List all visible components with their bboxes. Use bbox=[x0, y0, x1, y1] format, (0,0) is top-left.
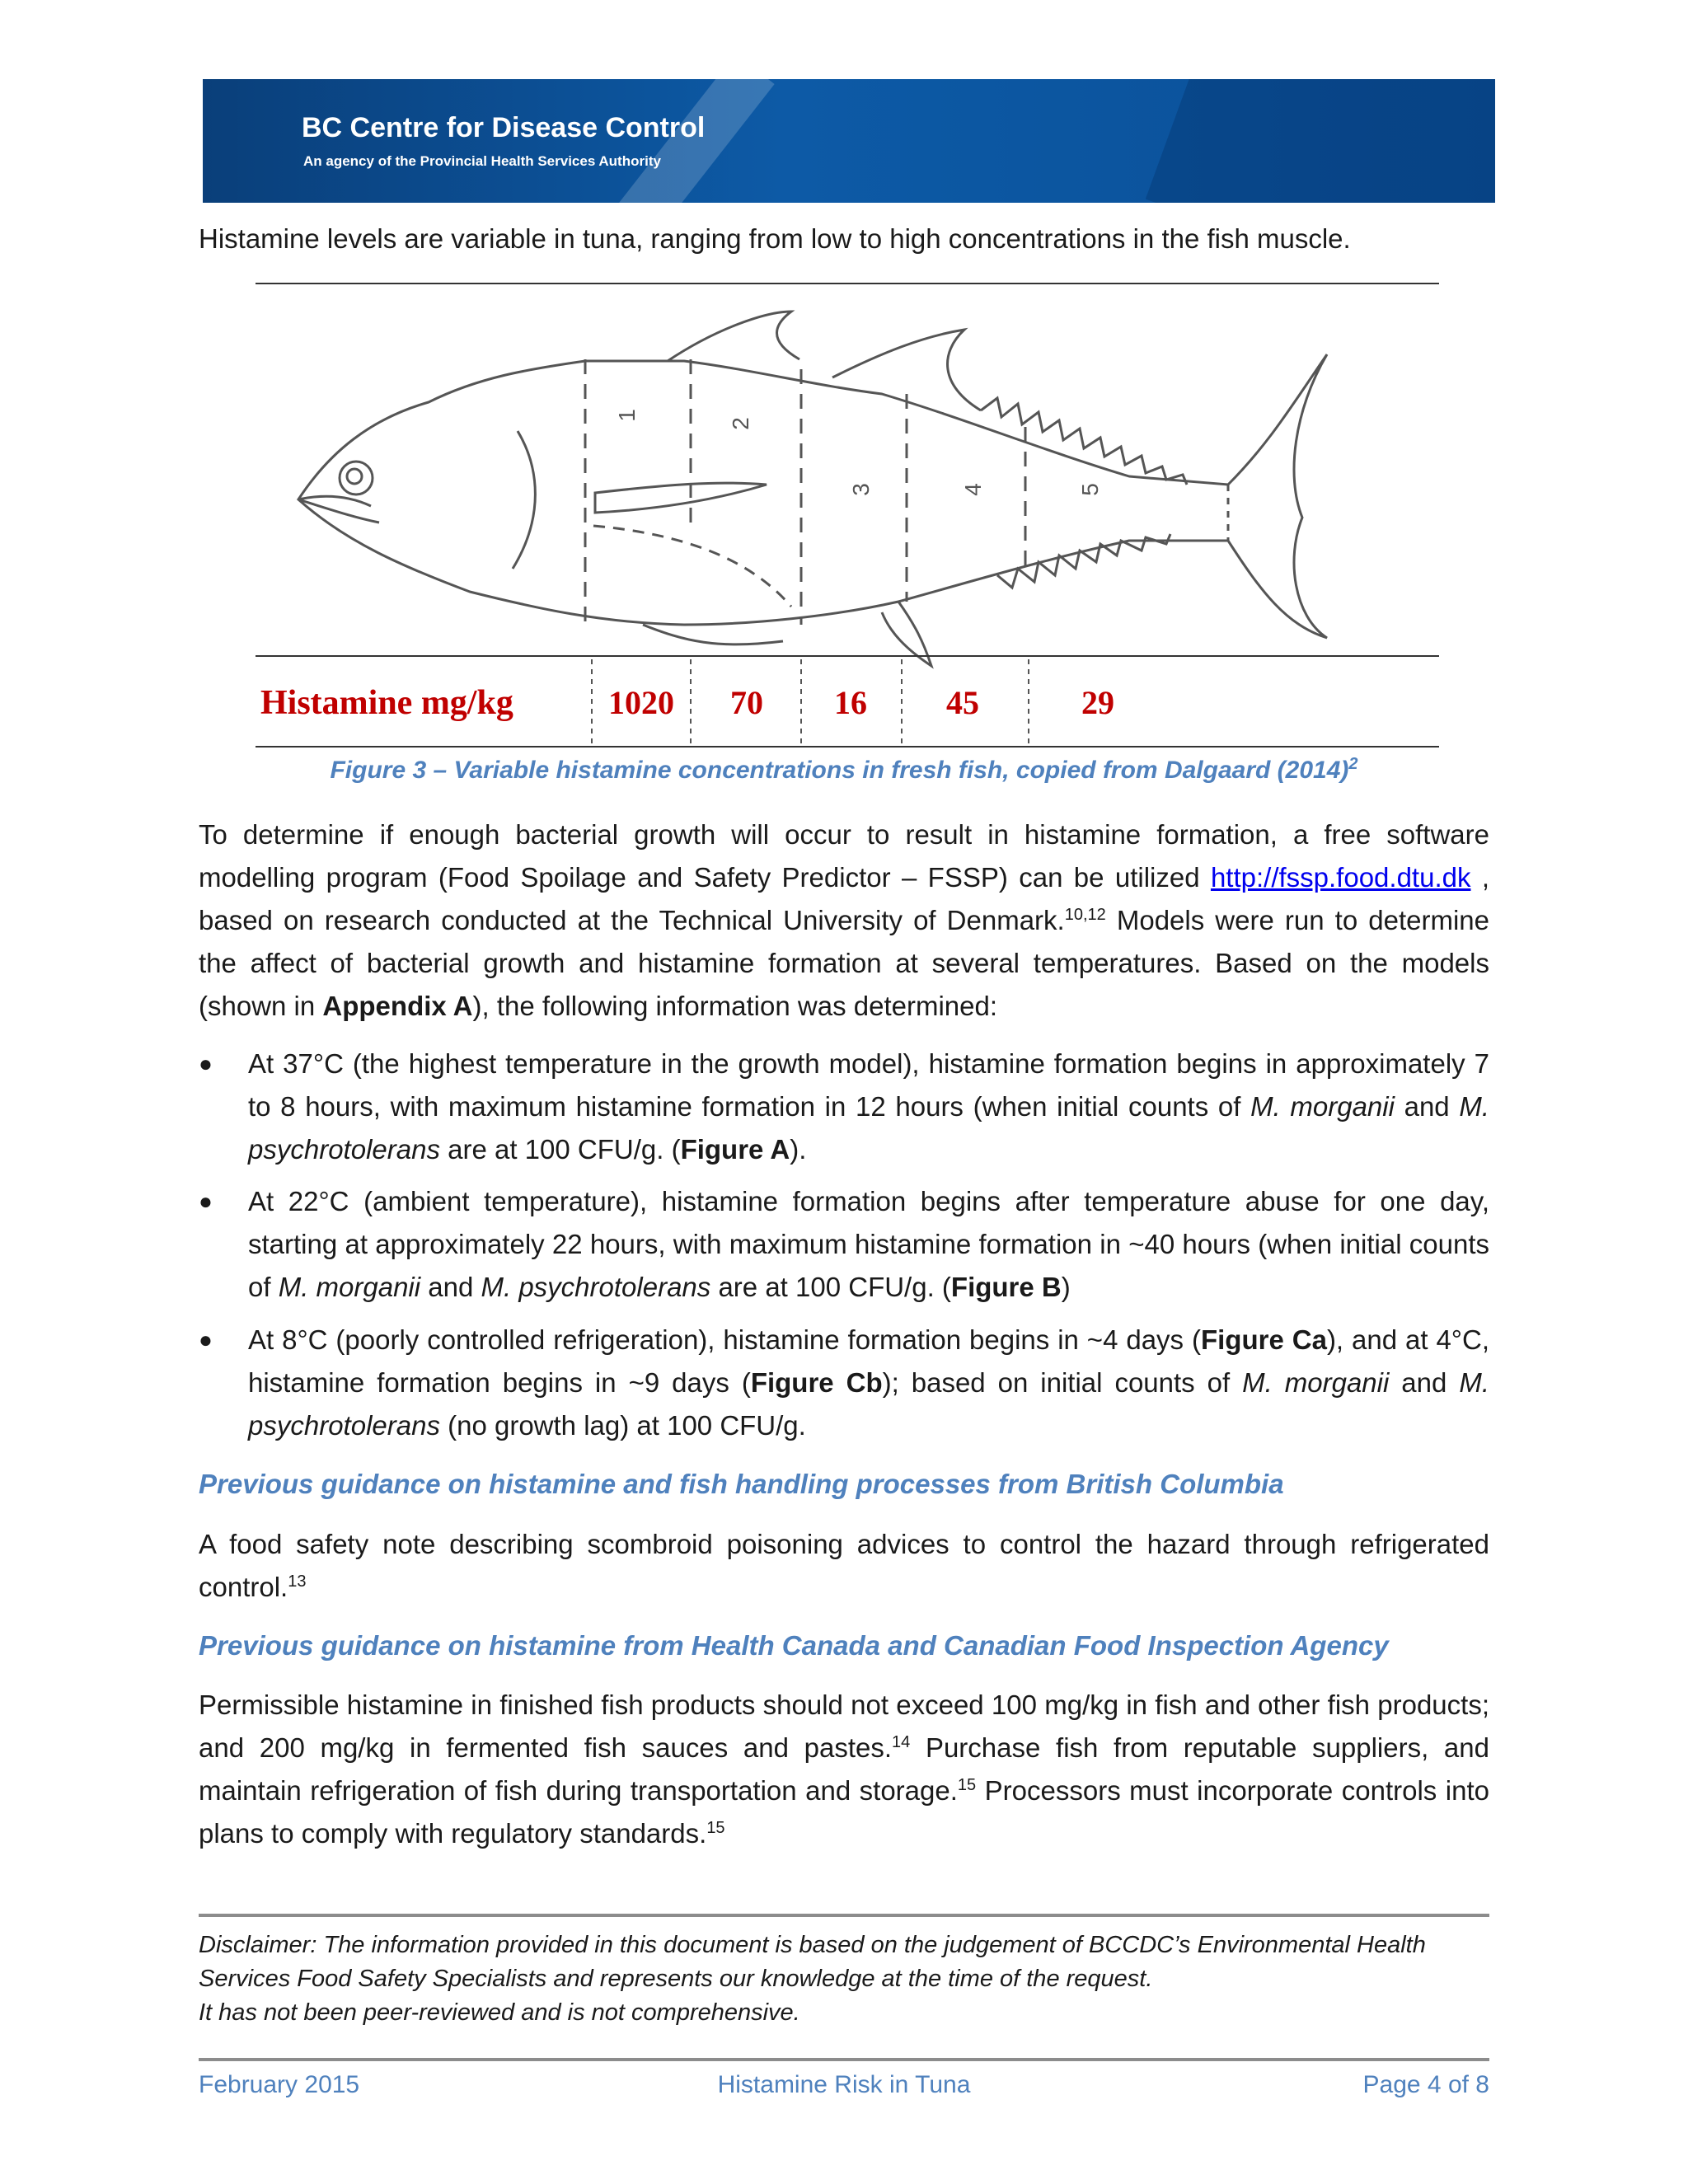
bullet-text bbox=[248, 1043, 1489, 1171]
footer-date: February 2015 bbox=[199, 2071, 360, 2098]
footnote-ref: 15 bbox=[706, 1819, 725, 1837]
bullet-span: M. psychrotolerans bbox=[248, 1367, 1489, 1441]
footnote-ref: 15 bbox=[957, 1776, 977, 1794]
histamine-row-label: Histamine mg/kg bbox=[260, 684, 513, 722]
disclaimer-top-rule bbox=[199, 1914, 1489, 1917]
bullet-dot: ● bbox=[199, 1327, 213, 1352]
histamine-value: 45 bbox=[946, 684, 979, 721]
org-name: BC Centre for Disease Control bbox=[302, 112, 706, 143]
footer-doc-title: Histamine Risk in Tuna bbox=[717, 2071, 971, 2098]
bullet-text bbox=[248, 1180, 1489, 1309]
figure-caption-text: Figure 3 – Variable histamine concentrations in fresh fish, copied from Dalgaard (2014) bbox=[330, 757, 1349, 784]
histamine-value: 16 bbox=[834, 684, 867, 721]
bullet-span: M. morganii bbox=[278, 1272, 421, 1302]
fssp-link[interactable]: http://fssp.food.dtu.dk bbox=[1210, 862, 1471, 893]
bullet-8c bbox=[199, 1319, 1489, 1447]
para-text: Permissible histamine in finished fish products should not exceed 100 mg/kg in fish and other fish products; and 200 mg/kg in fermented fish sauces and pastes. bbox=[199, 1690, 1489, 1763]
figure-ref: Figure Cb bbox=[750, 1367, 883, 1398]
bullet-text bbox=[248, 1319, 1489, 1447]
canada-guidance-paragraph bbox=[199, 1684, 1489, 1855]
section-heading-canada: Previous guidance on histamine from Health Canada and Canadian Food Inspection Agency bbox=[199, 1630, 1389, 1661]
bullet-22c bbox=[199, 1180, 1489, 1309]
bullet-span: are at 100 CFU/g. ( bbox=[710, 1272, 951, 1302]
bullet-span: At 22°C (ambient temperature), histamine formation begins after temperature abuse for one day, starting at approximately 22 hours, with maximum histamine formation in ~40 hours (when initial counts of bbox=[248, 1186, 1489, 1302]
histamine-value: 70 bbox=[730, 684, 763, 721]
bullet-span: (no growth lag) at 100 CFU/g. bbox=[439, 1410, 806, 1441]
para-text: Processors must incorporate controls into plans to comply with regulatory standards. bbox=[199, 1775, 1489, 1849]
header-banner bbox=[203, 79, 1495, 203]
footnote-ref: 14 bbox=[892, 1733, 911, 1751]
bullet-span: and bbox=[1394, 1091, 1460, 1122]
footer-page-number: Page 4 of 8 bbox=[1362, 2071, 1489, 2098]
section-label: 3 bbox=[848, 483, 874, 496]
bullet-span: ). bbox=[790, 1134, 807, 1165]
histamine-value: 29 bbox=[1081, 684, 1114, 721]
org-tagline: An agency of the Provincial Health Services Authority bbox=[303, 153, 661, 169]
bullet-dot: ● bbox=[199, 1188, 213, 1214]
disclaimer-line: Services Food Safety Specialists and represents our knowledge at the time of the request. bbox=[199, 1966, 1153, 1992]
section-label: 5 bbox=[1077, 483, 1103, 496]
tuna-figure bbox=[256, 279, 1439, 757]
footnote-ref: 10,12 bbox=[1064, 906, 1106, 924]
figure-ref: Figure A bbox=[680, 1134, 790, 1165]
bullet-span: ) bbox=[1061, 1272, 1071, 1302]
bullet-span: M. psychrotolerans bbox=[481, 1272, 711, 1302]
appendix-ref: Appendix A bbox=[322, 991, 473, 1021]
para-text: , based on research conducted at the Technical University of Denmark. bbox=[199, 862, 1489, 935]
fssp-paragraph bbox=[199, 813, 1489, 1028]
bullet-span: At 8°C (poorly controlled refrigeration), histamine formation begins in ~4 days ( bbox=[248, 1324, 1201, 1355]
intro-text: Histamine levels are variable in tuna, ranging from low to high concentrations in the fish muscle. bbox=[199, 223, 1351, 254]
banner-decoration bbox=[1146, 79, 1495, 203]
section-heading-bc: Previous guidance on histamine and fish handling processes from British Columbia bbox=[199, 1469, 1284, 1499]
bullet-span: ), and at 4°C, histamine formation begins in ~9 days ( bbox=[248, 1324, 1489, 1398]
tuna-diagram bbox=[256, 279, 1439, 757]
histamine-value: 1020 bbox=[608, 684, 674, 721]
tuna-outline bbox=[298, 312, 1327, 666]
bullet-span: and bbox=[420, 1272, 481, 1302]
bullet-dot: ● bbox=[199, 1051, 213, 1076]
bullet-span: M. morganii bbox=[1250, 1091, 1395, 1122]
section-label: 1 bbox=[614, 409, 640, 422]
disclaimer-line: It has not been peer-reviewed and is not comprehensive. bbox=[199, 1999, 800, 2026]
disclaimer bbox=[199, 1929, 1489, 2030]
disclaimer-line: Disclaimer: The information provided in this document is based on the judgement of BCCDC’s Environmental Health bbox=[199, 1932, 1426, 1958]
para-text: A food safety note describing scombroid poisoning advices to control the hazard through refrigerated control. bbox=[199, 1529, 1489, 1602]
footnote-ref: 13 bbox=[288, 1572, 307, 1591]
section-label: 4 bbox=[960, 483, 986, 496]
disclaimer-bottom-rule bbox=[199, 2058, 1489, 2061]
figure-caption-ref: 2 bbox=[1348, 755, 1358, 773]
para-text: ), the following information was determined: bbox=[472, 991, 998, 1021]
bullet-span: are at 100 CFU/g. ( bbox=[439, 1134, 681, 1165]
bullet-37c bbox=[199, 1043, 1489, 1171]
para-text: Models were run to determine the affect of bacterial growth and histamine formation at several temperatures. Based on the models (shown in bbox=[199, 905, 1489, 1021]
bc-guidance-paragraph bbox=[199, 1523, 1489, 1609]
figure-ref: Figure B bbox=[950, 1272, 1062, 1302]
bullet-span: At 37°C (the highest temperature in the growth model), histamine formation begins in approximately 7 to 8 hours, with maximum histamine formation in 12 hours (when initial counts of bbox=[248, 1048, 1489, 1122]
bullet-span: M. psychrotolerans bbox=[248, 1091, 1489, 1165]
para-text: Purchase fish from reputable suppliers, and maintain refrigeration of fish during transportation and storage. bbox=[199, 1732, 1489, 1806]
bullet-span: and bbox=[1389, 1367, 1460, 1398]
bullet-span: M. morganii bbox=[1242, 1367, 1390, 1398]
section-label: 2 bbox=[728, 417, 753, 430]
para-text: To determine if enough bacterial growth will occur to result in histamine formation, a free software modelling program (Food Spoilage and Safety Predictor – FSSP) can be utilized bbox=[199, 819, 1489, 893]
figure-ref: Figure Ca bbox=[1200, 1324, 1327, 1355]
bullet-span: ); based on initial counts of bbox=[882, 1367, 1243, 1398]
figure-caption bbox=[199, 757, 1489, 785]
